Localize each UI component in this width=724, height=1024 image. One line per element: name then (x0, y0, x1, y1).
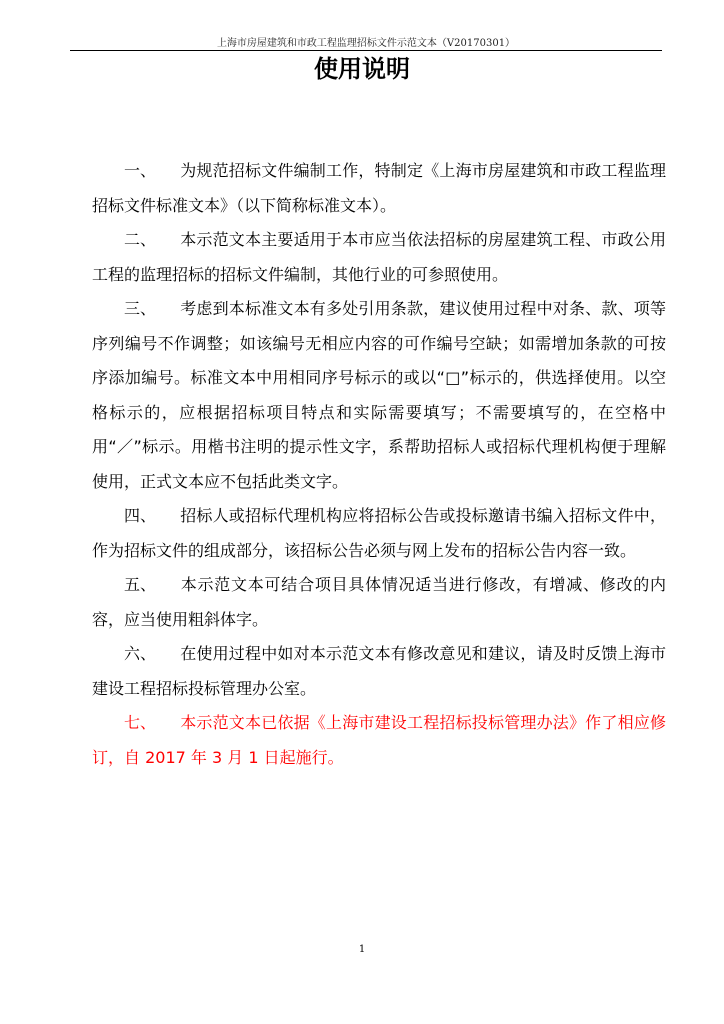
instruction-item-7 (92, 706, 666, 775)
document-title: 使用说明 (314, 55, 410, 83)
item-number: 七、 (124, 713, 157, 732)
item-number: 五、 (124, 575, 157, 594)
instructions-body (92, 154, 666, 775)
instruction-item-5 (92, 568, 666, 637)
header-divider (70, 50, 662, 51)
item-number: 二、 (124, 230, 157, 249)
instruction-item-3 (92, 292, 666, 499)
page-number: 1 (358, 944, 366, 955)
item-text: 招标人或招标代理机构应将招标公告或投标邀请书编入招标文件中，作为招标文件的组成部分，该招标公告必须与网上发布的招标公告内容一致。 (92, 506, 666, 560)
item-text: 本示范文本可结合项目具体情况适当进行修改，有增减、修改的内容，应当使用粗斜体字。 (92, 575, 666, 629)
item-number: 一、 (124, 161, 157, 180)
instruction-item-4 (92, 499, 666, 568)
item-text: 在使用过程中如对本示范文本有修改意见和建议，请及时反馈上海市建设工程招标投标管理办公室。 (92, 644, 666, 698)
instruction-item-1 (92, 154, 666, 223)
item-number: 六、 (124, 644, 157, 663)
item-number: 三、 (124, 299, 157, 318)
item-text: 为规范招标文件编制工作，特制定《上海市房屋建筑和市政工程监理招标文件标准文本》（以下简称标准文本）。 (92, 161, 666, 215)
instruction-item-6 (92, 637, 666, 706)
item-text: 本示范文本主要适用于本市应当依法招标的房屋建筑工程、市政公用工程的监理招标的招标文件编制，其他行业的可参照使用。 (92, 230, 666, 284)
running-header: 上海市房屋建筑和市政工程监理招标文件示范文本（V20170301） (216, 38, 516, 49)
item-number: 四、 (124, 506, 157, 525)
item-text: 考虑到本标准文本有多处引用条款，建议使用过程中对条、款、项等序列编号不作调整；如该编号无相应内容的可作编号空缺；如需增加条款的可按序添加编号。标准文本中用相同序号标示的或以“□”标示的，供选择使用。以空格标示的，应根据招标项目特点和实际需要填写；不需要填写的，在空格中用“／”标示。用楷书注明的提示性文字，系帮助招标人或招标代理机构便于理解使用，正式文本应不包括此类文字。 (92, 299, 666, 491)
item-text: 本示范文本已依据《上海市建设工程招标投标管理办法》作了相应修订，自 2017 年 3 月 1 日起施行。 (92, 713, 666, 767)
instruction-item-2 (92, 223, 666, 292)
